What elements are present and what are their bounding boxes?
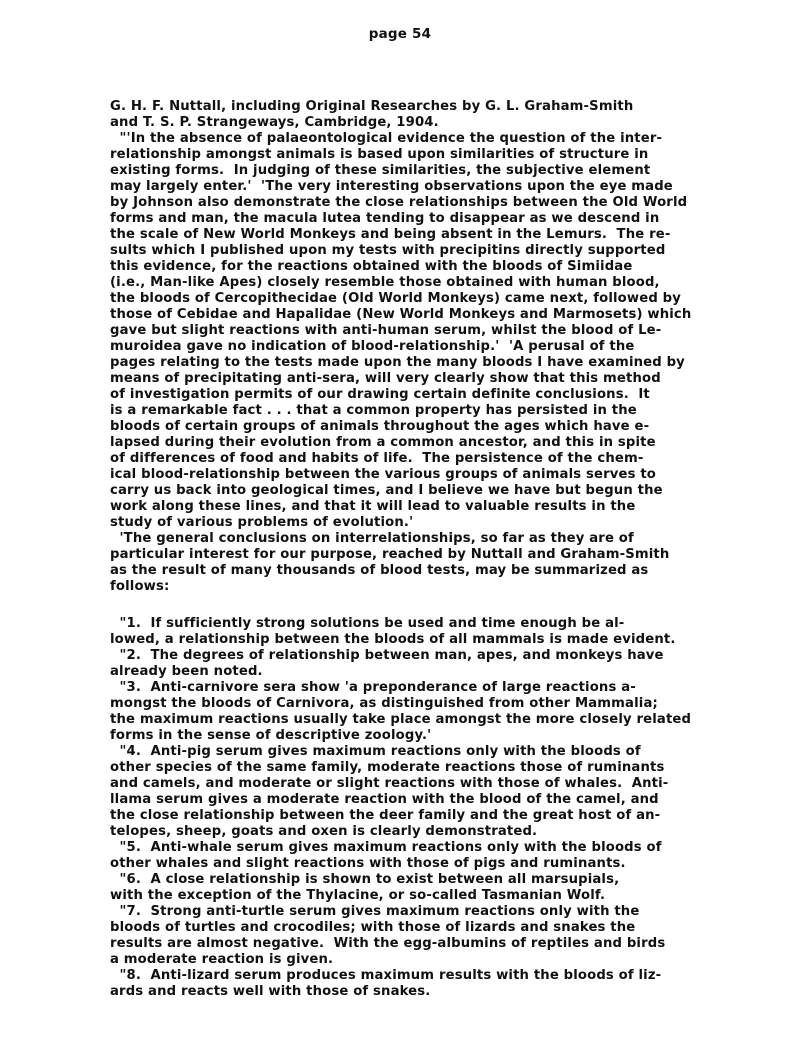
- text-line: the scale of New World Monkeys and being absent in the Lemurs. The re-: [110, 227, 671, 242]
- text-line: 'The general conclusions on interrelationships, so far as they are of: [110, 531, 634, 546]
- body-text: [110, 99, 730, 1000]
- text-line: means of precipitating anti-sera, will very clearly show that this method: [110, 371, 661, 386]
- text-line: carry us back into geological times, and I believe we have but begun the: [110, 483, 663, 498]
- text-line: "'In the absence of palaeontological evidence the question of the inter-: [110, 131, 663, 146]
- text-line: mongst the bloods of Carnivora, as distinguished from other Mammalia;: [110, 696, 658, 711]
- text-line: other whales and slight reactions with those of pigs and ruminants.: [110, 856, 626, 871]
- text-line: ical blood-relationship between the various groups of animals serves to: [110, 467, 657, 482]
- text-line: existing forms. In judging of these similarities, the subjective element: [110, 163, 651, 178]
- text-line: ards and reacts well with those of snakes.: [110, 984, 431, 999]
- text-line: other species of the same family, moderate reactions those of ruminants: [110, 760, 665, 775]
- text-line: "1. If sufficiently strong solutions be used and time enough be al-: [110, 616, 625, 631]
- text-line: may largely enter.' 'The very interesting observations upon the eye made: [110, 179, 673, 194]
- text-line: of investigation permits of our drawing certain definite conclusions. It: [110, 387, 650, 402]
- text-line: is a remarkable fact . . . that a common property has persisted in the: [110, 403, 637, 418]
- text-line: gave but slight reactions with anti-human serum, whilst the blood of Le-: [110, 323, 662, 338]
- text-line: "4. Anti-pig serum gives maximum reactions only with the bloods of: [110, 744, 641, 759]
- text-line: this evidence, for the reactions obtained with the bloods of Simiidae: [110, 259, 633, 274]
- text-line: lowed, a relationship between the bloods of all mammals is made evident.: [110, 632, 676, 647]
- text-line: of differences of food and habits of life. The persistence of the chem-: [110, 451, 644, 466]
- text-line: relationship amongst animals is based upon similarities of structure in: [110, 147, 649, 162]
- text-line: "8. Anti-lizard serum produces maximum results with the bloods of liz-: [110, 968, 662, 983]
- text-line: "6. A close relationship is shown to exist between all marsupials,: [110, 872, 620, 887]
- text-line: "7. Strong anti-turtle serum gives maximum reactions only with the: [110, 904, 640, 919]
- text-line: particular interest for our purpose, reached by Nuttall and Graham-Smith: [110, 547, 670, 562]
- text-line: the maximum reactions usually take place amongst the more closely related: [110, 712, 692, 727]
- text-line: results are almost negative. With the egg-albumins of reptiles and birds: [110, 936, 666, 951]
- text-line: bloods of certain groups of animals throughout the ages which have e-: [110, 419, 650, 434]
- text-line: sults which I published upon my tests with precipitins directly supported: [110, 243, 666, 258]
- text-line: G. H. F. Nuttall, including Original Researches by G. L. Graham-Smith: [110, 99, 634, 114]
- text-line: with the exception of the Thylacine, or so-called Tasmanian Wolf.: [110, 888, 606, 903]
- text-line: as the result of many thousands of blood tests, may be summarized as: [110, 563, 649, 578]
- quoted-passage: [110, 99, 730, 595]
- text-line: and T. S. P. Strangeways, Cambridge, 1904.: [110, 115, 439, 130]
- text-line: forms in the sense of descriptive zoology.': [110, 728, 432, 743]
- numbered-conclusions: [110, 616, 730, 1000]
- text-line: telopes, sheep, goats and oxen is clearly demonstrated.: [110, 824, 538, 839]
- text-line: follows:: [110, 579, 170, 594]
- text-line: the close relationship between the deer family and the great host of an-: [110, 808, 661, 823]
- text-line: study of various problems of evolution.': [110, 515, 414, 530]
- text-line: already been noted.: [110, 664, 263, 679]
- text-line: a moderate reaction is given.: [110, 952, 334, 967]
- text-line: muroidea gave no indication of blood-relationship.' 'A perusal of the: [110, 339, 635, 354]
- text-line: bloods of turtles and crocodiles; with those of lizards and snakes the: [110, 920, 636, 935]
- text-line: and camels, and moderate or slight reactions with those of whales. Anti-: [110, 776, 669, 791]
- text-line: "5. Anti-whale serum gives maximum reactions only with the bloods of: [110, 840, 662, 855]
- text-line: "2. The degrees of relationship between man, apes, and monkeys have: [110, 648, 664, 663]
- text-line: work along these lines, and that it will lead to valuable results in the: [110, 499, 636, 514]
- text-line: (i.e., Man-like Apes) closely resemble those obtained with human blood,: [110, 275, 660, 290]
- text-line: llama serum gives a moderate reaction with the blood of the camel, and: [110, 792, 659, 807]
- paragraph-gap: [110, 595, 730, 616]
- text-line: the bloods of Cercopithecidae (Old World Monkeys) came next, followed by: [110, 291, 681, 306]
- text-line: those of Cebidae and Hapalidae (New World Monkeys and Marmosets) which: [110, 307, 692, 322]
- text-line: lapsed during their evolution from a common ancestor, and this in spite: [110, 435, 656, 450]
- text-line: by Johnson also demonstrate the close relationships between the Old World: [110, 195, 688, 210]
- page-number: page 54: [368, 26, 432, 42]
- text-line: forms and man, the macula lutea tending to disappear as we descend in: [110, 211, 660, 226]
- text-line: pages relating to the tests made upon the many bloods I have examined by: [110, 355, 685, 370]
- text-line: "3. Anti-carnivore sera show 'a preponderance of large reactions a-: [110, 680, 636, 695]
